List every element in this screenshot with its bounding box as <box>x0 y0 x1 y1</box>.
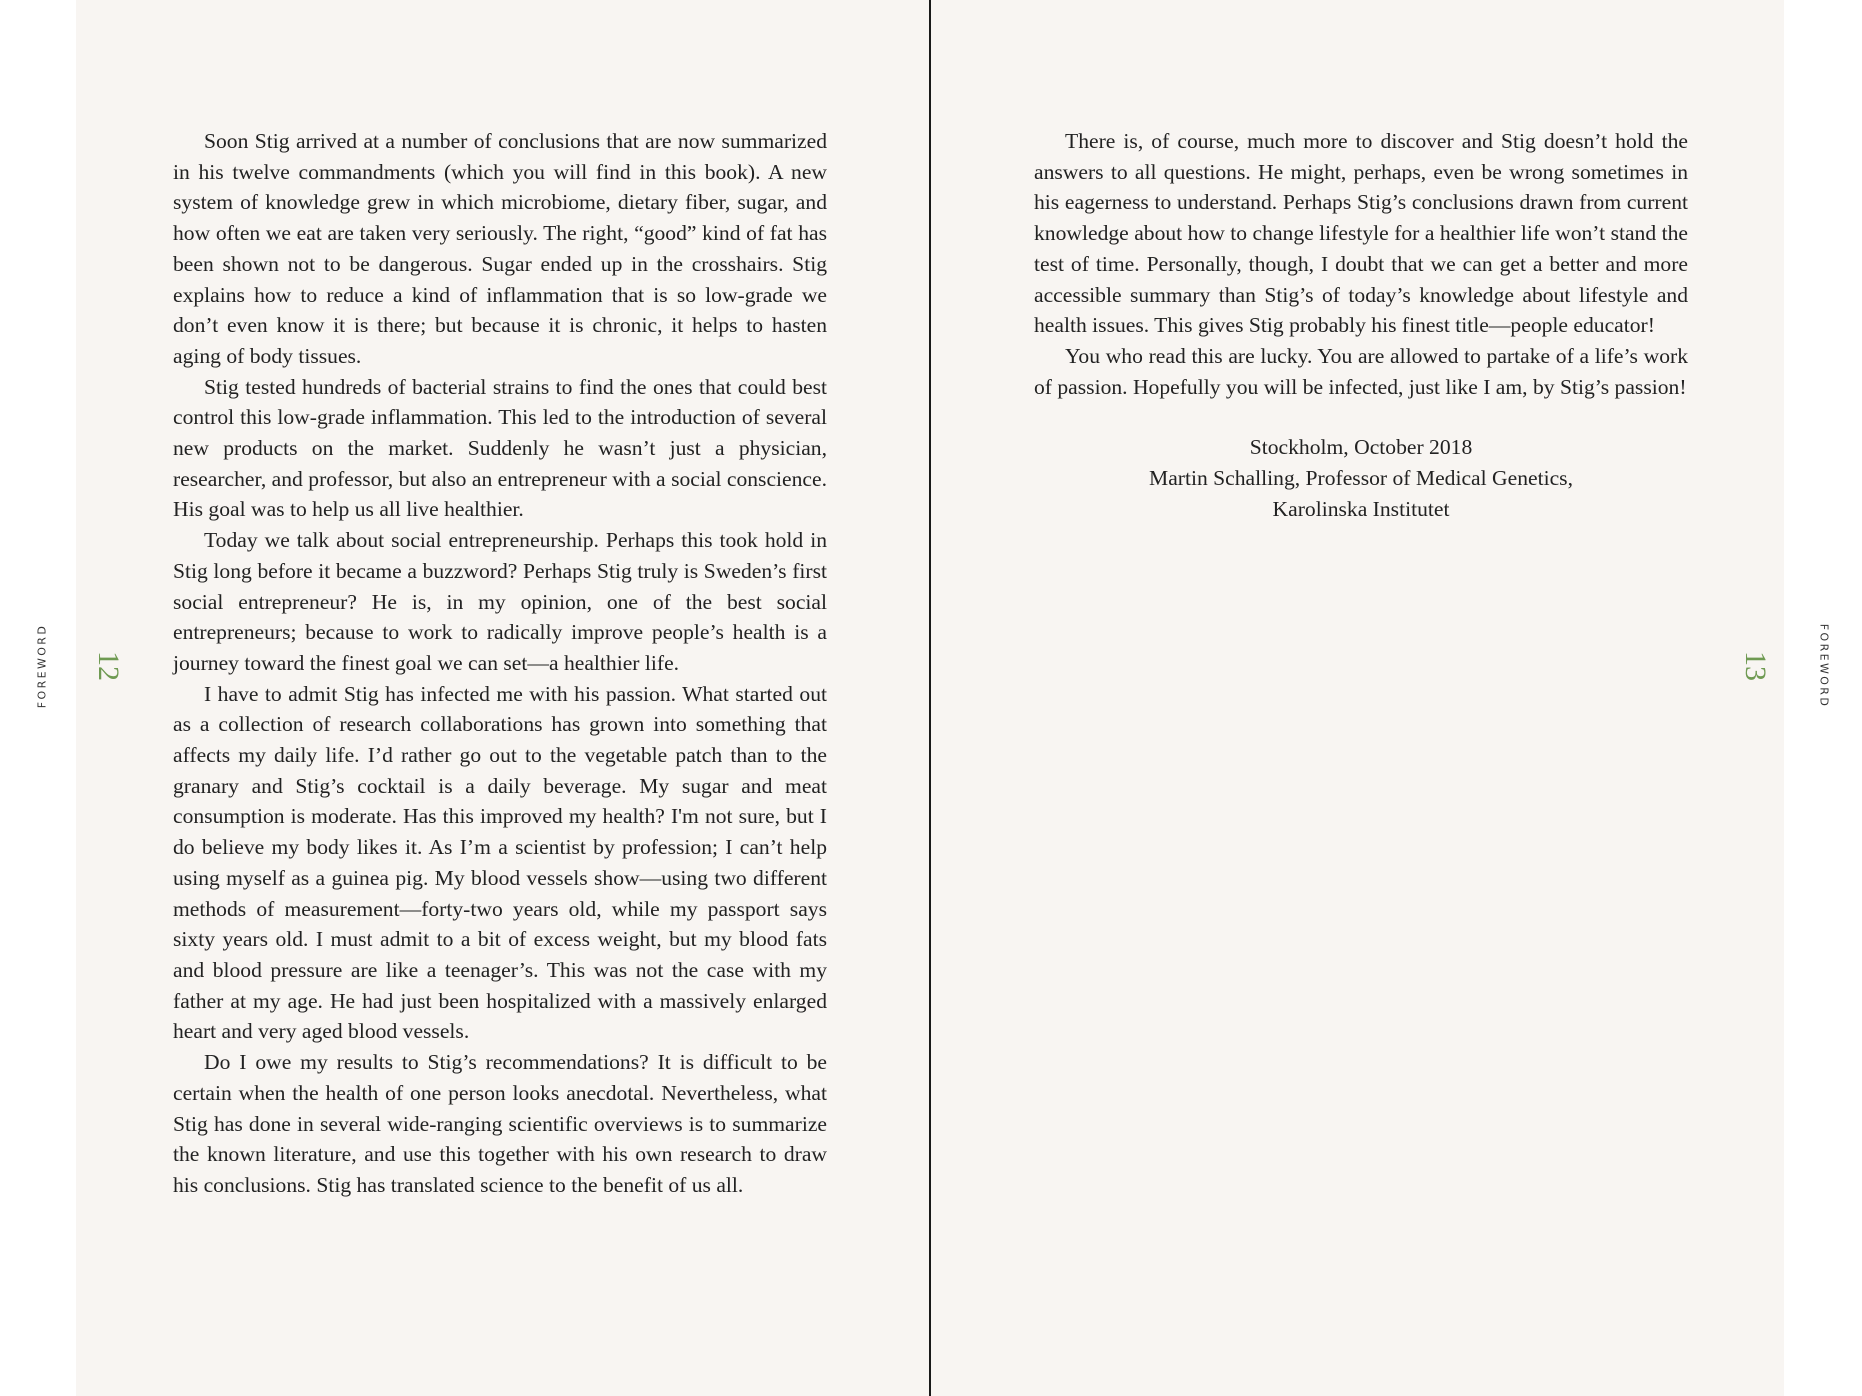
signature-name-title: Martin Schalling, Professor of Medical Genetics, <box>1149 466 1573 491</box>
paragraph: Today we talk about social entrepreneurship. Perhaps this took hold in Stig long before it became a buzzword? Perhaps Stig truly is Sweden’s first social entrepreneur? He is, in my opinion, one of the best social entrepreneurs; because to work to radically improve people’s health is a journey toward the finest goal we can set—a healthier life. <box>173 528 827 675</box>
page-number-left: 12 <box>92 651 125 681</box>
paragraph: There is, of course, much more to discover and Stig doesn’t hold the answers to all questions. He might, perhaps, even be wrong sometimes in his eagerness to understand. Perhaps Stig’s conclusions drawn from current knowledge about how to change lifestyle for a healthier life won’t stand the test of time. Personally, though, I doubt that we can get a better and more accessible summary than Stig’s of today’s knowledge about lifestyle and health issues. This gives Stig probably his finest title—people educator! <box>1034 129 1688 338</box>
signature-institution: Karolinska Institutet <box>1272 496 1450 521</box>
paragraph: You who read this are lucky. You are allowed to partake of a life’s work of passion. Hopefully you will be infected, just like I am, by Stig’s passion! <box>1034 343 1688 399</box>
spine-gutter <box>929 0 931 1396</box>
running-head-right: FOREWORD <box>1817 623 1831 709</box>
left-page-body <box>173 126 827 1201</box>
signature-block <box>1034 432 1688 524</box>
right-page-body <box>1034 126 1688 524</box>
paragraph: Stig tested hundreds of bacterial strains to find the ones that could best control this low-grade inflammation. This led to the introduction of several new products on the market. Suddenly he wasn’t just a physician, researcher, and professor, but also an entrepreneur with a social conscience. His goal was to help us all live healthier. <box>173 374 827 522</box>
paragraph: I have to admit Stig has infected me with his passion. What started out as a collection of research collaborations has grown into something that affects my daily life. I’d rather go out to the vegetable patch than to the granary and Stig’s cocktail is a daily beverage. My sugar and meat consumption is moderate. Has this improved my health? I'm not sure, but I do believe my body likes it. As I’m a scientist by profession; I can’t help using myself as a guinea pig. My blood vessels show—using two different methods of measurement—forty-two years old, while my passport says sixty years old. I must admit to a bit of excess weight, but my blood fats and blood pressure are like a teenager’s. This was not the case with my father at my age. He had just been hospitalized with a massively enlarged heart and very aged blood vessels. <box>173 681 827 1044</box>
running-head-left: FOREWORD <box>35 623 49 709</box>
paragraph: Do I owe my results to Stig’s recommendations? It is difficult to be certain when the health of one person looks anecdotal. Nevertheless, what Stig has done in several wide-ranging scientific overviews is to summarize the known literature, and use this together with his own research to draw his conclusions. Stig has translated science to the benefit of us all. <box>173 1050 827 1197</box>
signature-place-date: Stockholm, October 2018 <box>1249 435 1473 460</box>
page-number-right: 13 <box>1739 651 1772 681</box>
paragraph: Soon Stig arrived at a number of conclusions that are now summarized in his twelve commandments (which you will find in this book). A new system of knowledge grew in which microbiome, dietary fiber, sugar, and how often we eat are taken very seriously. The right, “good” kind of fat has been shown not to be dangerous. Sugar ended up in the crosshairs. Stig explains how to reduce a kind of inflammation that is so low-grade we don’t even know it is there; but because it is chronic, it helps to hasten aging of body tissues. <box>173 129 827 368</box>
